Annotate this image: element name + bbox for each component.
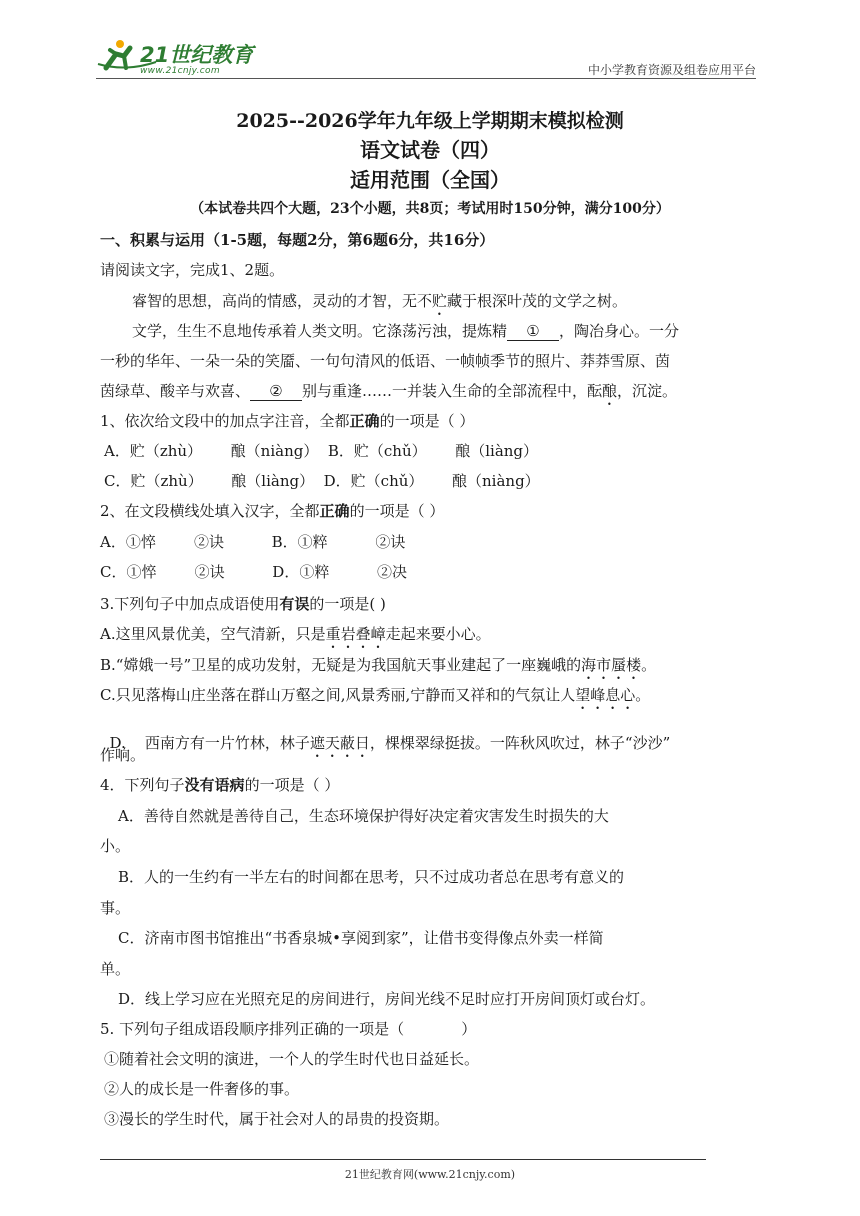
dotted-char: 贮 — [432, 292, 448, 310]
passage-line-3: 一秒的华年、一朵一朵的笑靥、一句句清风的低语、一帧帧季节的照片、莽莽雪原、茵 — [100, 352, 671, 370]
question-5-sentence-1: ①随着社会文明的演进，一个人的学生时代也日益延长。 — [104, 1050, 480, 1068]
section-heading: 一、积累与运用（1-5题，每题2分，第6题6分，共16分） — [100, 231, 495, 249]
question-4-stem: 4．下列句子没有语病的一项是（ ） — [100, 776, 340, 794]
logo-text: 21世纪教育 — [140, 43, 254, 67]
exam-scope: 适用范围（全国） — [350, 168, 510, 192]
question-4-option-c[interactable]: C．济南市图书馆推出“书香泉城•享阅到家”，让借书变得像点外卖一样简 — [118, 929, 604, 947]
exam-title: 2025--2026学年九年级上学期期末模拟检测 — [236, 110, 624, 132]
question-1-options-cd[interactable]: C．贮（zhù） 酿（liàng） D．贮（chǔ） 酿（niàng） — [104, 472, 540, 490]
question-3-option-a[interactable]: A.这里风景优美，空气清新，只是重岩叠嶂走起来要小心。 — [100, 625, 491, 643]
passage-line-2: 文学，生生不息地传承着人类文明。它涤荡污浊，提炼精 ① ，陶冶身心。一分 — [132, 322, 680, 340]
question-4-option-b[interactable]: B．人的一生约有一半左右的时间都在思考，只不过成功者总在思考有意义的 — [118, 868, 625, 886]
passage-line-4: 茵绿草、酸辛与欢喜、 ② 别与重逢……一并装入生命的全部流程中，酝酿，沉淀。 — [100, 382, 678, 400]
question-4-option-b-cont: 事。 — [100, 899, 131, 917]
platform-name: 中小学教育资源及组卷应用平台 — [587, 63, 756, 77]
header-divider — [96, 78, 756, 79]
dotted-char: 酿 — [602, 382, 618, 400]
footer-text: 21世纪教育网(www.21cnjy.com) — [344, 1168, 516, 1181]
question-4-option-a[interactable]: A．善待自然就是善待自己，生态环境保护得好决定着灾害发生时损失的大 — [118, 807, 609, 825]
blank-2: ② — [250, 382, 302, 401]
question-3-option-b[interactable]: B.“嫦娥一号”卫星的成功发射，无疑是为我国航天事业建起了一座巍峨的海市蜃楼。 — [100, 656, 657, 674]
passage-line-1: 睿智的思想，高尚的情感，灵动的才智，无不贮藏于根深叶茂的文学之树。 — [132, 292, 628, 310]
question-3-stem: 3.下列句子中加点成语使用有误的一项是( ) — [100, 595, 386, 613]
exam-subtitle: 语文试卷（四） — [360, 138, 500, 162]
question-2-stem: 2、在文段横线处填入汉字，全都正确的一项是（ ） — [100, 502, 445, 520]
question-5-sentence-2: ②人的成长是一件奢侈的事。 — [104, 1080, 300, 1098]
blank-1: ① — [507, 322, 559, 341]
question-4-option-c-cont: 单。 — [100, 960, 131, 978]
question-1-options-ab[interactable]: A．贮（zhù） 酿（niàng） B．贮（chǔ） 酿（liàng） — [104, 442, 539, 460]
question-5-sentence-3: ③漫长的学生时代，属于社会对人的昂贵的投资期。 — [104, 1110, 450, 1128]
question-2-options-cd[interactable]: C．①悴 ②诀 D．①粹 ②决 — [100, 563, 408, 581]
exam-note: （本试卷共四个大题，23个小题，共8页；考试用时150分钟，满分100分） — [190, 201, 670, 217]
reading-intro: 请阅读文字，完成1、2题。 — [100, 261, 285, 279]
footer-divider — [100, 1159, 706, 1160]
question-4-option-d[interactable]: D．线上学习应在光照充足的房间进行，房间光线不足时应打开房间顶灯或台灯。 — [118, 990, 656, 1008]
question-3-option-c[interactable]: C.只见落梅山庄坐落在群山万壑之间,风景秀丽,宁静而又祥和的气氛让人望峰息心。 — [100, 686, 651, 704]
question-4-option-a-cont: 小。 — [100, 837, 131, 855]
question-5-stem: 5. 下列句子组成语段顺序排列正确的一项是（ ） — [100, 1020, 477, 1038]
logo-url: www.21cnjy.com — [140, 66, 220, 76]
question-3-option-d-cont: 作响。 — [100, 746, 146, 764]
question-3-option-d[interactable]: D. 西南方有一片竹林，林子遮天蔽日，棵棵翠绿挺拔。一阵秋风吹过，林子“沙沙” — [109, 734, 671, 752]
question-2-options-ab[interactable]: A．①悴 ②诀 B．①粹 ②诀 — [100, 533, 406, 551]
question-1-stem: 1、依次给文段中的加点字注音，全都正确的一项是（ ） — [100, 412, 475, 430]
